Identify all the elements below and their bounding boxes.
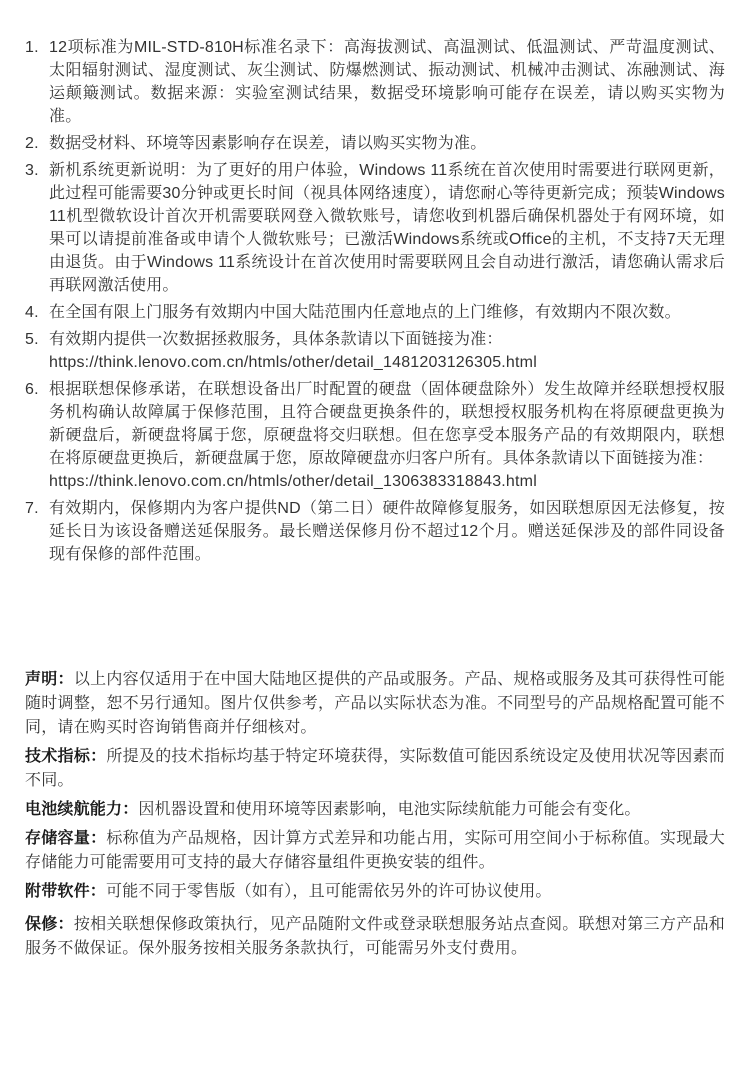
note-text-content: 数据受材料、环境等因素影响存在误差，请以购买实物为准。 <box>49 135 487 152</box>
note-number: 5. <box>25 331 39 348</box>
note-item-3 <box>25 159 725 297</box>
disclaimer-warranty <box>25 913 725 961</box>
disclaimers-section <box>25 668 725 961</box>
disclaimer-bundled-software <box>25 880 725 904</box>
note-item-7 <box>25 497 725 566</box>
note-text-content: 有效期内，保修期内为客户提供ND（第二日）硬件故障修复服务，如因联想原因无法修复，按延长日为该设备赠送延保服务。最长赠送保修月份不超过12个月。赠送延保涉及的部件同设备现有保修的部件范围。 <box>49 500 725 563</box>
note-text-content: 在全国有限上门服务有效期内中国大陆范围内任意地点的上门维修，有效期内不限次数。 <box>49 304 681 321</box>
disclaimer-text: 按相关联想保修政策执行，见产品随附文件或登录联想服务站点查阅。联想对第三方产品和服务不做保证。保外服务按相关服务条款执行，可能需另外支付费用。 <box>25 916 725 957</box>
note-item-1 <box>25 36 725 128</box>
disclaimer-text: 所提及的技术指标均基于特定环境获得，实际数值可能因系统设定及使用状况等因素而不同。 <box>25 748 725 789</box>
note-text-content: 12项标准为MIL-STD-810H标准名录下：高海拔测试、高温测试、低温测试、严苛温度测试、太阳辐射测试、湿度测试、灰尘测试、防爆燃测试、振动测试、机械冲击测试、冻融测试、海运颠簸测试。数据来源：实验室测试结果，数据受环境影响可能存在误差，请以购买实物为准。 <box>49 39 725 125</box>
note-item-6 <box>25 378 725 493</box>
hdd-retention-terms-url: https://think.lenovo.com.cn/htmls/other/detail_1306383318843.html <box>49 473 537 490</box>
note-text <box>49 36 725 128</box>
note-text <box>49 497 725 566</box>
note-number: 3. <box>25 162 39 179</box>
disclaimer-label: 声明： <box>25 671 74 688</box>
disclaimer-battery-life <box>25 798 725 822</box>
note-text <box>49 328 725 374</box>
note-item-2 <box>25 132 725 155</box>
note-number: 4. <box>25 304 39 321</box>
disclaimer-storage-capacity <box>25 827 725 875</box>
disclaimer-label: 技术指标： <box>25 748 107 765</box>
note-number: 1. <box>25 39 39 56</box>
note-text-content: 有效期内提供一次数据拯救服务，具体条款请以下面链接为准： <box>49 331 503 348</box>
note-text <box>49 132 725 155</box>
note-text <box>49 159 725 297</box>
disclaimer-text: 可能不同于零售版（如有），且可能需依另外的许可协议使用。 <box>106 883 552 900</box>
note-number: 7. <box>25 500 39 517</box>
disclaimer-statement <box>25 668 725 740</box>
note-item-5 <box>25 328 725 374</box>
disclaimer-text: 标称值为产品规格，因计算方式差异和功能占用，实际可用空间小于标称值。实现最大存储能力可能需要用可支持的最大存储容量组件更换安装的组件。 <box>25 830 725 871</box>
note-text-content: 根据联想保修承诺，在联想设备出厂时配置的硬盘（固体硬盘除外）发生故障并经联想授权服务机构确认故障属于保修范围，且符合硬盘更换条件的，联想授权服务机构在将原硬盘更换为新硬盘后，新硬盘将属于您，原硬盘将交归联想。但在您享受本服务产品的有效期限内，联想在将原硬盘更换后，新硬盘属于您，原故障硬盘亦归客户所有。具体条款请以下面链接为准： <box>49 381 725 467</box>
disclaimer-label: 保修： <box>25 916 74 933</box>
disclaimer-text: 因机器设置和使用环境等因素影响，电池实际续航能力可能会有变化。 <box>138 801 641 818</box>
data-rescue-terms-url: https://think.lenovo.com.cn/htmls/other/detail_1481203126305.html <box>49 354 537 371</box>
note-item-4 <box>25 301 725 324</box>
note-text <box>49 301 725 324</box>
disclaimer-text: 以上内容仅适用于在中国大陆地区提供的产品或服务。产品、规格或服务及其可获得性可能随时调整，恕不另行通知。图片仅供参考，产品以实际状态为准。不同型号的产品规格配置可能不同，请在购买时咨询销售商并仔细核对。 <box>25 671 725 736</box>
disclaimer-label: 电池续航能力： <box>25 801 139 818</box>
note-number: 6. <box>25 381 39 398</box>
disclaimer-tech-specs <box>25 745 725 793</box>
note-number: 2. <box>25 135 39 152</box>
notes-list <box>25 36 725 566</box>
note-text-content: 新机系统更新说明：为了更好的用户体验，Windows 11系统在首次使用时需要进行联网更新，此过程可能需要30分钟或更长时间（视具体网络速度），请您耐心等待更新完成；预装Windows 11机型微软设计首次开机需要联网登入微软账号，请您收到机器后确保机器处于有网环境，如果可以请提前准备或申请个人微软账号；已激活Windows系统或Office的主机，不支持7天无理由退货。由于Windows 11系统设计在首次使用时需要联网且会自动进行激活，请您确认需求后 再联网激活使用。 <box>49 162 725 294</box>
note-text <box>49 378 725 493</box>
disclaimer-label: 附带软件： <box>25 883 107 900</box>
disclaimer-label: 存储容量： <box>25 830 107 847</box>
